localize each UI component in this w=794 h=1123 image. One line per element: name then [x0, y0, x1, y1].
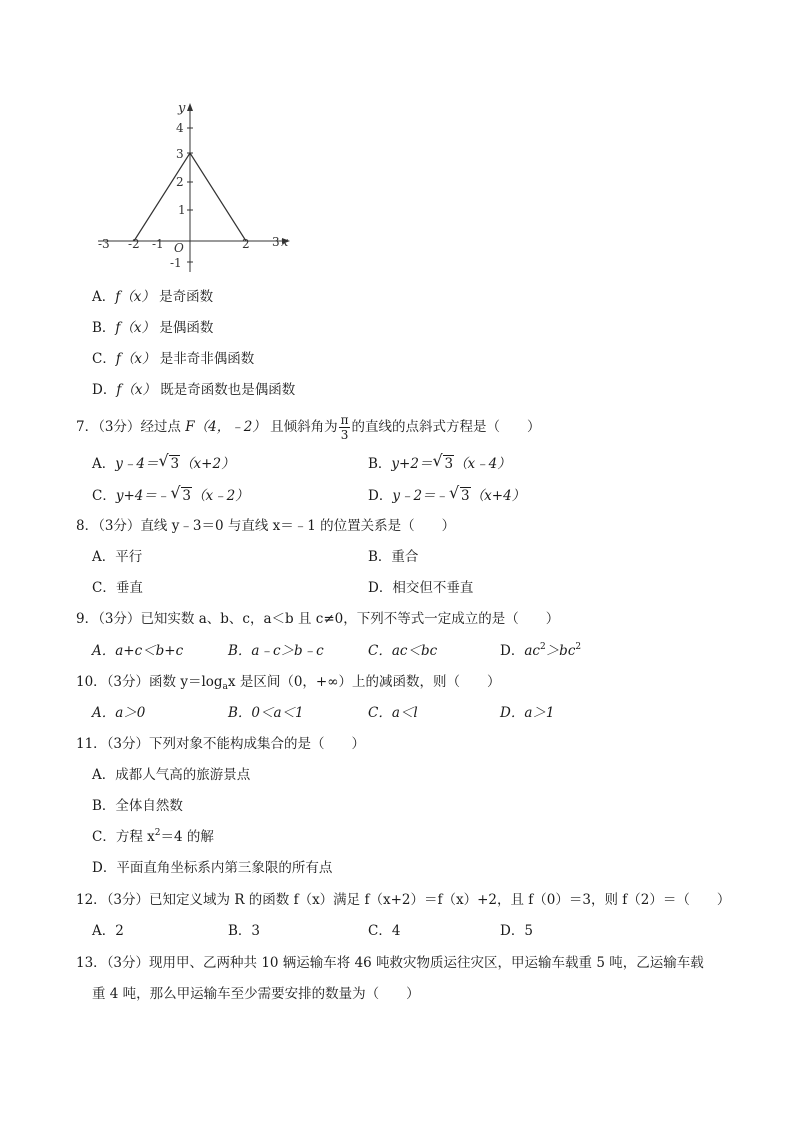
y-tick-1: 1: [178, 203, 186, 217]
q7-fraction: $\frac{\pi}{3}$: [340, 413, 349, 442]
q10-option-b[interactable]: B．0＜a＜1: [228, 705, 304, 721]
q10-option-c[interactable]: C．a＜l: [368, 705, 418, 721]
q11-option-c[interactable]: C．方程 $x^2=4$ 的解: [92, 828, 214, 845]
q6-option-a[interactable]: A．f（x） 是奇函数: [92, 289, 214, 305]
q13-stem-continued: 重 4 吨，那么甲运输车至少需要安排的数量为（ ）: [92, 986, 420, 1002]
q7-option-d[interactable]: D．y﹣2＝﹣√ 3（x+4）: [368, 486, 525, 506]
q12-option-c[interactable]: C．4: [368, 923, 401, 939]
q7-option-c[interactable]: C．y+4＝﹣√ 3（x﹣2）: [92, 486, 249, 506]
y-tick-3: 3: [176, 147, 184, 161]
q13-stem: 13．（3分）现用甲、乙两种共 10 辆运输车将 46 吨救灾物质运往灾区，甲运输车载重 5 吨，乙运输车载: [76, 955, 704, 971]
q11-option-b[interactable]: B．全体自然数: [92, 798, 183, 814]
origin-label: O: [174, 241, 184, 255]
x-axis-label: x: [281, 235, 289, 250]
q6-option-c[interactable]: C．f（x） 是非奇非偶函数: [92, 351, 255, 367]
sqrt-sign-icon: √ 3: [450, 486, 471, 506]
q7-stem: 7．（3分）经过点 F（4，﹣2） 且倾斜角为 $\frac{\pi}{3}$ 的直线的点斜式方程是（ ）: [76, 413, 541, 442]
q12-stem: 12．（3分）已知定义域为 R 的函数 f（x）满足 f（x+2）＝f（x）+2，且 f（0）＝3，则 f（2）＝（ ）: [76, 892, 731, 908]
q8-stem: 8．（3分）直线 y﹣3＝0 与直线 x＝﹣1 的位置关系是（ ）: [76, 518, 456, 534]
q9-option-c[interactable]: C．ac＜bc: [368, 643, 438, 659]
q10-option-a[interactable]: A．a＞0: [92, 705, 146, 721]
y-tick-neg1: -1: [170, 256, 182, 270]
q6-option-d[interactable]: D．f（x） 既是奇函数也是偶函数: [92, 382, 296, 398]
y-axis-label: y: [178, 101, 186, 116]
q11-option-d[interactable]: D．平面直角坐标系内第三象限的所有点: [92, 860, 333, 876]
sqrt-sign-icon: √ 3: [171, 486, 192, 506]
q7-option-b[interactable]: B．y+2＝√ 3（x﹣4）: [368, 454, 511, 474]
sqrt-sign-icon: √ 3: [159, 454, 180, 474]
q12-option-d[interactable]: D．5: [500, 923, 533, 939]
q9-option-b[interactable]: B．a﹣c＞b﹣c: [228, 643, 324, 659]
q7-option-a[interactable]: A．y﹣4＝√ 3（x+2）: [92, 454, 235, 474]
q11-stem: 11．（3分）下列对象不能构成集合的是（ ）: [76, 736, 366, 752]
x-tick-neg1: -1: [152, 237, 164, 251]
q12-option-b[interactable]: B．3: [228, 923, 261, 939]
x-tick-2: 2: [242, 237, 250, 251]
x-tick-3: 3: [272, 235, 280, 249]
q8-option-b[interactable]: B．重合: [368, 549, 419, 565]
q9-stem: 9．（3分）已知实数 a、b、c，a＜b 且 c≠0，下列不等式一定成立的是（ ）: [76, 611, 560, 627]
sqrt-sign-icon: √ 3: [433, 454, 454, 474]
q8-option-d[interactable]: D．相交但不垂直: [368, 580, 474, 596]
q8-option-a[interactable]: A．平行: [92, 549, 143, 565]
y-tick-2: 2: [176, 175, 184, 189]
q9-option-a[interactable]: A．a+c＜b+c: [92, 643, 184, 659]
y-tick-4: 4: [176, 121, 184, 135]
q11-option-a[interactable]: A．成都人气高的旅游景点: [92, 767, 251, 783]
function-graph: [92, 96, 298, 276]
x-tick-neg2: -2: [128, 237, 140, 251]
x-tick-neg3: -3: [98, 237, 110, 251]
q6-option-b[interactable]: B．f（x） 是偶函数: [92, 320, 214, 336]
q8-option-c[interactable]: C．垂直: [92, 580, 143, 596]
q10-option-d[interactable]: D．a＞1: [500, 705, 555, 721]
q10-stem: 10．（3分）函数 $y=\log_ax$ 是区间（0，+∞）上的减函数，则（ ）: [76, 674, 501, 692]
q9-option-d[interactable]: D．$ac^2>bc^2$: [500, 642, 582, 659]
q12-option-a[interactable]: A．2: [92, 923, 124, 939]
y-axis-arrow-icon: [187, 103, 193, 111]
